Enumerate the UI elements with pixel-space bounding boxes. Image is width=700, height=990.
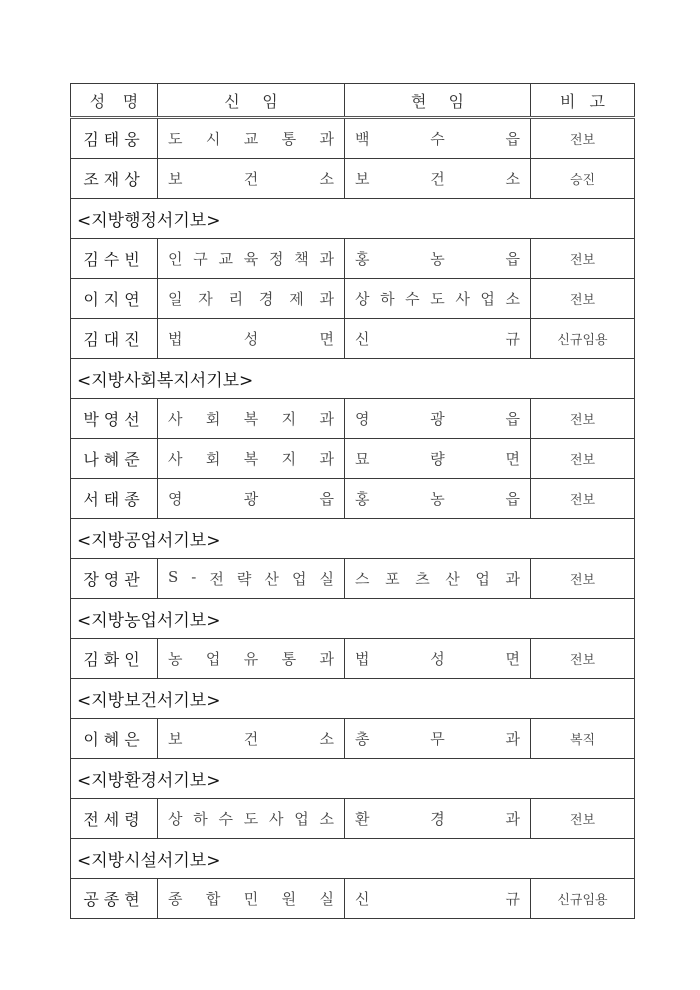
section-title: <지방공업서기보>	[71, 519, 635, 559]
new-post-cell: 사 회 복 지 과	[158, 399, 345, 439]
table-row	[71, 239, 635, 279]
person-name: 박영선	[71, 399, 158, 439]
section-header-row	[71, 359, 635, 399]
header-row	[71, 84, 635, 118]
section-title: <지방농업서기보>	[71, 599, 635, 639]
table-row	[71, 118, 635, 159]
note-cell: 승진	[531, 159, 635, 199]
note-cell: 전보	[531, 439, 635, 479]
note-cell: 복직	[531, 719, 635, 759]
table-row	[71, 559, 635, 599]
current-post-cell: 백 수 읍	[345, 118, 531, 159]
note-cell: 전보	[531, 799, 635, 839]
new-post-cell: 종 합 민 원 실	[158, 879, 345, 919]
section-header-row	[71, 199, 635, 239]
table-row	[71, 439, 635, 479]
person-name: 나혜준	[71, 439, 158, 479]
table-row	[71, 639, 635, 679]
table-row	[71, 879, 635, 919]
person-name: 김화인	[71, 639, 158, 679]
section-header-row	[71, 519, 635, 559]
new-post-cell: 보 건 소	[158, 159, 345, 199]
new-post-cell: 인 구 교 육 정 책 과	[158, 239, 345, 279]
current-post-cell: 상 하 수 도 사 업 소	[345, 279, 531, 319]
note-cell: 전보	[531, 118, 635, 159]
table-row	[71, 279, 635, 319]
new-post-cell: 농 업 유 통 과	[158, 639, 345, 679]
new-post-cell: 사 회 복 지 과	[158, 439, 345, 479]
header-note: 비 고	[531, 84, 635, 118]
new-post-cell: S - 전 략 산 업 실	[158, 559, 345, 599]
person-name: 김대진	[71, 319, 158, 359]
note-cell: 전보	[531, 239, 635, 279]
current-post-cell: 묘 량 면	[345, 439, 531, 479]
person-name: 조재상	[71, 159, 158, 199]
note-cell: 신규임용	[531, 319, 635, 359]
current-post-cell: 신 규	[345, 319, 531, 359]
section-title: <지방시설서기보>	[71, 839, 635, 879]
current-post-cell: 홍 농 읍	[345, 239, 531, 279]
person-name: 서태종	[71, 479, 158, 519]
header-name: 성 명	[71, 84, 158, 118]
person-name: 공종현	[71, 879, 158, 919]
person-name: 김태웅	[71, 118, 158, 159]
note-cell: 전보	[531, 639, 635, 679]
new-post-cell: 상 하 수 도 사 업 소	[158, 799, 345, 839]
new-post-cell: 영 광 읍	[158, 479, 345, 519]
current-post-cell: 총 무 과	[345, 719, 531, 759]
note-cell: 전보	[531, 479, 635, 519]
section-header-row	[71, 599, 635, 639]
header-new-post: 신 임	[158, 84, 345, 118]
current-post-cell: 스 포 츠 산 업 과	[345, 559, 531, 599]
person-name: 장영관	[71, 559, 158, 599]
note-cell: 전보	[531, 279, 635, 319]
table-row	[71, 719, 635, 759]
table-row	[71, 159, 635, 199]
table-row	[71, 399, 635, 439]
current-post-cell: 홍 농 읍	[345, 479, 531, 519]
table-row	[71, 799, 635, 839]
current-post-cell: 영 광 읍	[345, 399, 531, 439]
new-post-cell: 보 건 소	[158, 719, 345, 759]
header-current-post: 현 임	[345, 84, 531, 118]
section-title: <지방보건서기보>	[71, 679, 635, 719]
person-name: 전세령	[71, 799, 158, 839]
current-post-cell: 법 성 면	[345, 639, 531, 679]
note-cell: 전보	[531, 399, 635, 439]
new-post-cell: 법 성 면	[158, 319, 345, 359]
person-name: 이혜은	[71, 719, 158, 759]
table-body	[71, 118, 635, 919]
current-post-cell: 신 규	[345, 879, 531, 919]
section-header-row	[71, 679, 635, 719]
note-cell: 신규임용	[531, 879, 635, 919]
table-row	[71, 479, 635, 519]
person-name: 김수빈	[71, 239, 158, 279]
note-cell: 전보	[531, 559, 635, 599]
section-title: <지방사회복지서기보>	[71, 359, 635, 399]
section-title: <지방환경서기보>	[71, 759, 635, 799]
personnel-table	[70, 83, 635, 919]
new-post-cell: 일 자 리 경 제 과	[158, 279, 345, 319]
current-post-cell: 보 건 소	[345, 159, 531, 199]
table-row	[71, 319, 635, 359]
section-header-row	[71, 839, 635, 879]
person-name: 이지연	[71, 279, 158, 319]
section-header-row	[71, 759, 635, 799]
current-post-cell: 환 경 과	[345, 799, 531, 839]
new-post-cell: 도 시 교 통 과	[158, 118, 345, 159]
section-title: <지방행정서기보>	[71, 199, 635, 239]
